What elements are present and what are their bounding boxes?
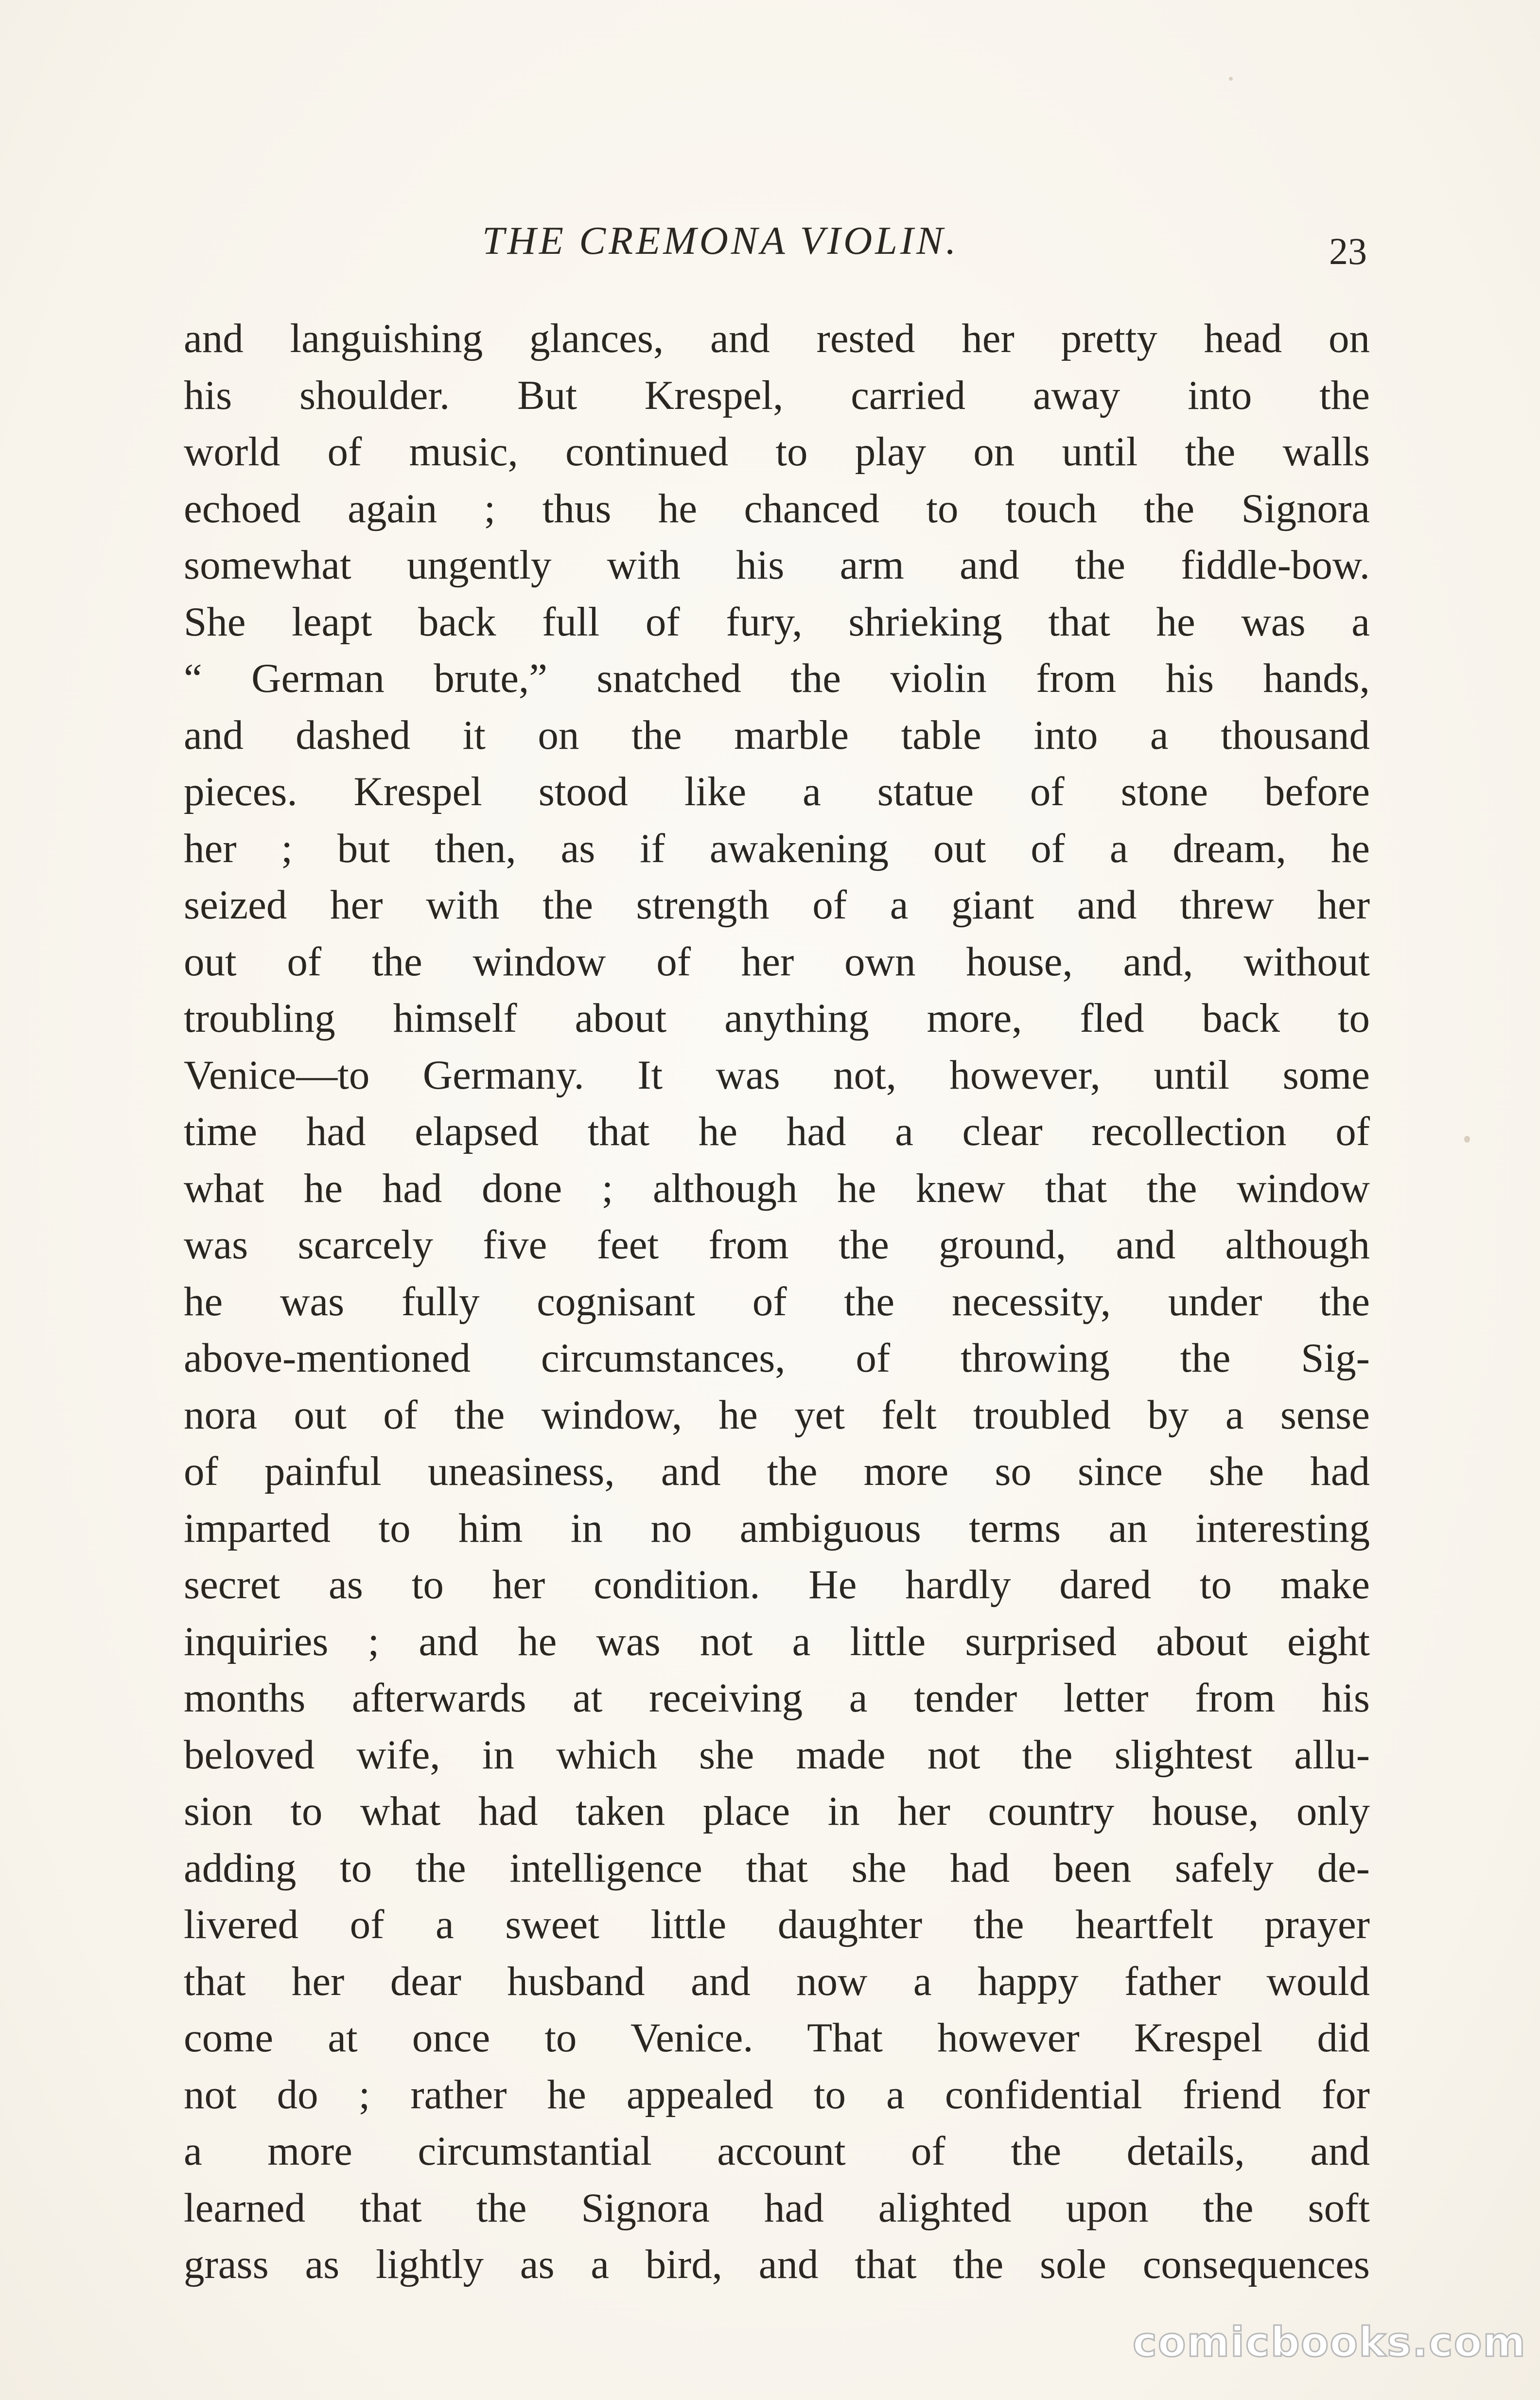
text-line: come at once to Venice. That however Krespel did xyxy=(184,2015,1370,2061)
text-line: world of music, continued to play on until the walls xyxy=(184,429,1370,475)
text-line: seized her with the strength of a giant and threw her xyxy=(184,882,1370,928)
text-line: not do ; rather he appealed to a confidential friend for xyxy=(184,2071,1370,2118)
body-text xyxy=(184,310,1370,2293)
paper-speck xyxy=(1229,77,1233,81)
text-line: months afterwards at receiving a tender letter from his xyxy=(184,1675,1370,1721)
text-line: he was fully cognisant of the necessity, under the xyxy=(184,1278,1370,1324)
text-line: and languishing glances, and rested her pretty head on xyxy=(184,316,1370,361)
text-line: echoed again ; thus he chanced to touch the Signora xyxy=(184,485,1370,531)
text-line: his shoulder. But Krespel, carried away into the xyxy=(184,372,1370,418)
text-line: inquiries ; and he was not a little surprised about eight xyxy=(184,1618,1370,1664)
text-line: above-mentioned circumstances, of throwing the Sig- xyxy=(184,1335,1370,1381)
text-line: and dashed it on the marble table into a thousand xyxy=(184,712,1370,758)
text-line: beloved wife, in which she made not the slightest allu- xyxy=(184,1731,1370,1778)
text-line: her ; but then, as if awakening out of a dream, he xyxy=(184,825,1370,871)
page-number: 23 xyxy=(1329,230,1367,272)
text-line: grass as lightly as a bird, and that the sole consequences xyxy=(184,2241,1370,2287)
text-line: livered of a sweet little daughter the heartfelt prayer xyxy=(184,1902,1370,1947)
paper-speck xyxy=(1464,1136,1470,1143)
text-line: learned that the Signora had alighted upon the soft xyxy=(184,2185,1370,2231)
text-line: adding to the intelligence that she had been safely de- xyxy=(184,1845,1370,1891)
text-line: time had elapsed that he had a clear recollection of xyxy=(184,1109,1370,1154)
text-line: She leapt back full of fury, shrieking that he was a xyxy=(184,599,1370,645)
text-line: that her dear husband and now a happy father would xyxy=(184,1958,1370,2004)
text-line: imparted to him in no ambiguous terms an interesting xyxy=(184,1505,1370,1551)
text-line: of painful uneasiness, and the more so since she had xyxy=(184,1448,1370,1494)
text-line: secret as to her condition. He hardly dared to make xyxy=(184,1562,1370,1607)
running-head xyxy=(0,214,1540,272)
text-line: “ German brute,” snatched the violin from his hands, xyxy=(184,655,1370,701)
text-line: was scarcely five feet from the ground, and although xyxy=(184,1222,1370,1268)
text-line: troubling himself about anything more, fled back to xyxy=(184,995,1370,1041)
text-line: a more circumstantial account of the details, and xyxy=(184,2128,1370,2174)
text-line: somewhat ungently with his arm and the fiddle-bow. xyxy=(184,542,1370,588)
watermark: comicbooks.com xyxy=(1133,2318,1526,2366)
text-line: Venice—to Germany. It was not, however, until some xyxy=(184,1052,1370,1098)
text-line: what he had done ; although he knew that the window xyxy=(184,1165,1370,1211)
running-title: THE CREMONA VIOLIN. xyxy=(482,218,959,263)
text-line: out of the window of her own house, and, without xyxy=(184,938,1370,985)
text-line: nora out of the window, he yet felt troubled by a sense xyxy=(184,1392,1370,1438)
text-line: pieces. Krespel stood like a statue of stone before xyxy=(184,769,1370,814)
text-line: sion to what had taken place in her country house, only xyxy=(184,1788,1370,1834)
